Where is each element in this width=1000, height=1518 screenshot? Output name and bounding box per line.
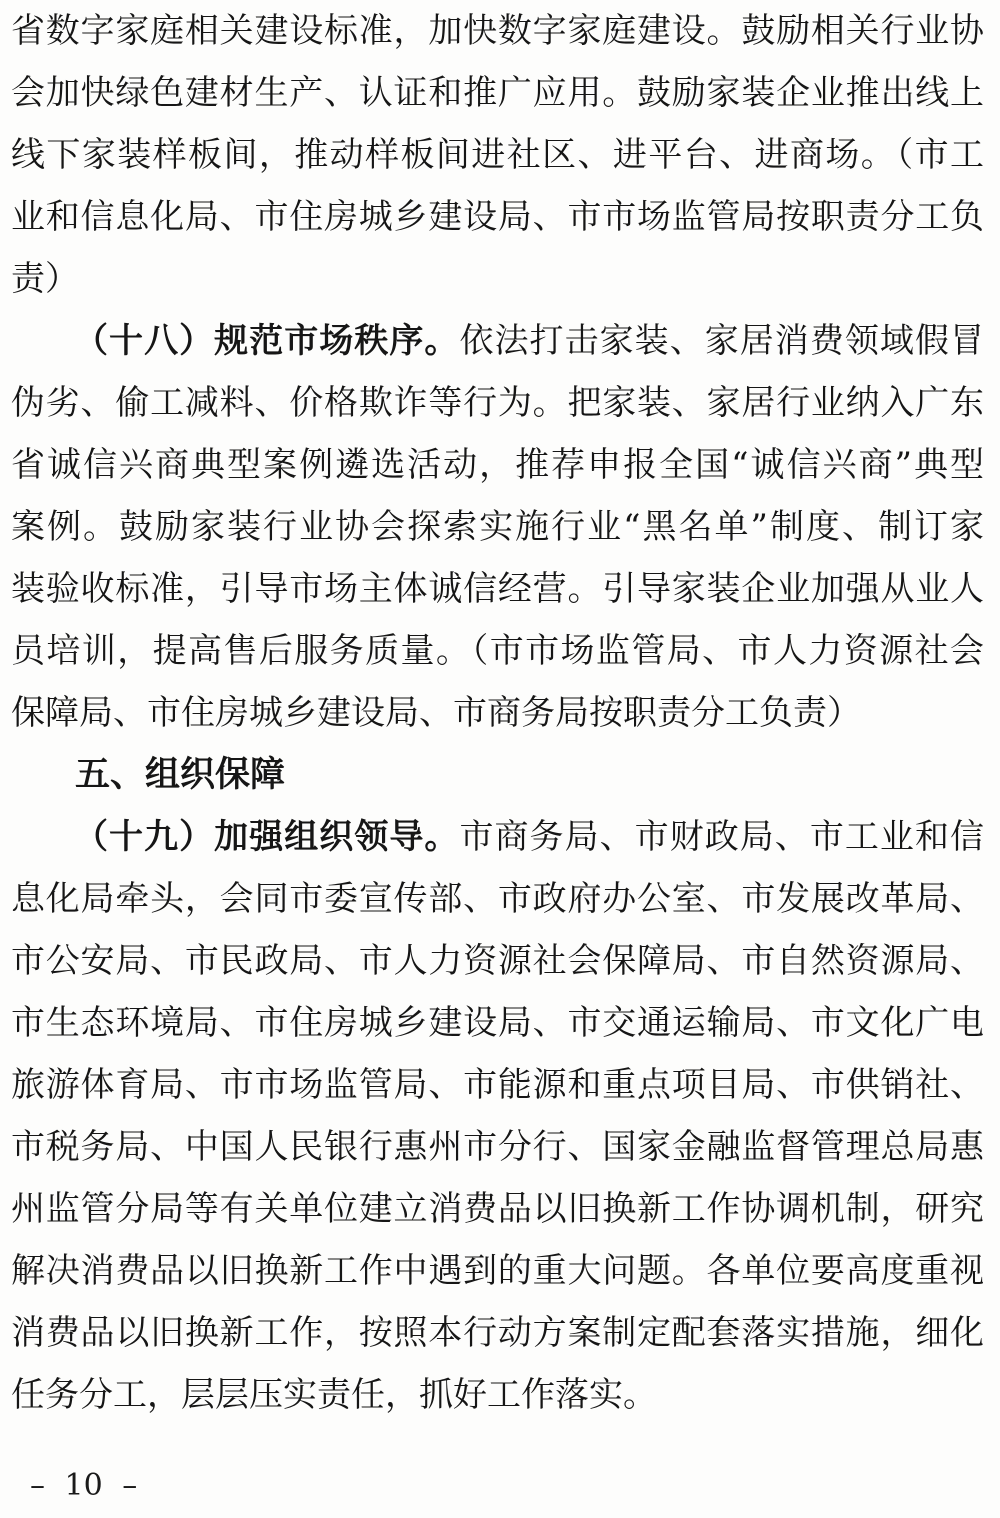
text-run: 解决消费品以旧换新工作中遇到的重大问题。各单位要高度重视 [11, 1251, 984, 1291]
section-heading-label: 五、组织保障 [75, 755, 286, 795]
text-line [11, 1302, 984, 1364]
text-run: 省数字家庭相关建设标准，加快数字家庭建设。鼓励相关行业协 [11, 11, 984, 51]
text-line [11, 868, 984, 930]
text-run: 业和信息化局、市住房城乡建设局、市市场监管局按职责分工负 [11, 197, 984, 237]
text-run: 伪劣、偷工减料、价格欺诈等行为。把家装、家居行业纳入广东 [11, 383, 984, 423]
text-line [11, 496, 984, 558]
text-line [11, 1116, 984, 1178]
text-run: 市公安局、市民政局、市人力资源社会保障局、市自然资源局、 [11, 941, 984, 981]
text-run: 市税务局、中国人民银行惠州市分行、国家金融监督管理总局惠 [11, 1127, 984, 1167]
text-run: 市生态环境局、市住房城乡建设局、市交通运输局、市文化广电 [11, 1003, 984, 1043]
section-heading [11, 744, 984, 806]
text-line [11, 620, 984, 682]
text-line [11, 1240, 984, 1302]
text-run: 省诚信兴商典型案例遴选活动，推荐申报全国“诚信兴商”典型 [11, 445, 984, 485]
text-line [11, 372, 984, 434]
text-line [11, 248, 984, 310]
text-run: 责） [11, 259, 79, 299]
text-line [11, 434, 984, 496]
text-line [11, 124, 984, 186]
text-line [11, 558, 984, 620]
text-line [11, 806, 984, 868]
text-line [11, 682, 984, 744]
text-line [11, 1054, 984, 1116]
text-line [11, 930, 984, 992]
text-run: 旅游体育局、市市场监管局、市能源和重点项目局、市供销社、 [11, 1065, 984, 1105]
subsection-title: （十九）加强组织领导。 [74, 817, 460, 857]
text-run: 线下家装样板间，推动样板间进社区、进平台、进商场。（市工 [11, 135, 984, 175]
document-body [11, 0, 984, 1426]
text-run: 息化局牵头，会同市委宣传部、市政府办公室、市发展改革局、 [11, 879, 984, 919]
text-line [11, 1178, 984, 1240]
text-run: 消费品以旧换新工作，按照本行动方案制定配套落实措施，细化 [11, 1313, 984, 1353]
text-run: 市商务局、市财政局、市工业和信 [459, 817, 985, 857]
text-run: 州监管分局等有关单位建立消费品以旧换新工作协调机制，研究 [11, 1189, 984, 1229]
text-run: 依法打击家装、家居消费领域假冒 [459, 321, 985, 361]
text-run: 装验收标准，引导市场主体诚信经营。引导家装企业加强从业人 [11, 569, 984, 609]
text-line [11, 0, 984, 62]
text-run: 会加快绿色建材生产、认证和推广应用。鼓励家装企业推出线上 [11, 73, 984, 113]
text-run: 案例。鼓励家装行业协会探索实施行业“黑名单”制度、制订家 [11, 507, 984, 547]
text-run: 任务分工，层层压实责任，抓好工作落实。 [11, 1375, 657, 1415]
text-line [11, 992, 984, 1054]
text-line [11, 310, 984, 372]
subsection-title: （十八）规范市场秩序。 [74, 321, 460, 361]
page-number: – 10 – [30, 1468, 138, 1503]
text-line [11, 1364, 984, 1426]
text-line [11, 62, 984, 124]
text-run: 保障局、市住房城乡建设局、市商务局按职责分工负责） [11, 693, 861, 733]
text-line [11, 186, 984, 248]
text-run: 员培训，提高售后服务质量。（市市场监管局、市人力资源社会 [11, 631, 984, 671]
